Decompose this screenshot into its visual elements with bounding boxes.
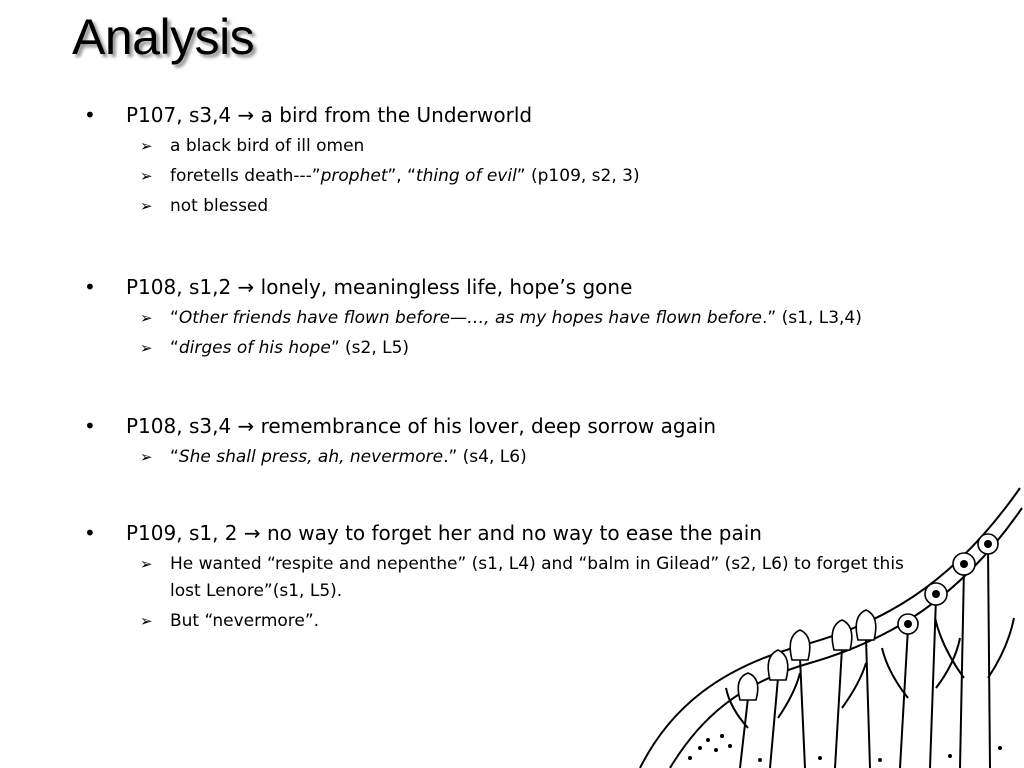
sub-item-text: foretells death---”prophet”, “thing of evil” (p109, s2, 3) <box>170 166 640 186</box>
section-3 <box>0 411 1024 471</box>
tulip-icon <box>768 650 788 680</box>
arrow-bullet-icon: ➢ <box>140 339 153 357</box>
arrow-bullet-icon: ➢ <box>140 197 153 215</box>
sub-item-text: He wanted “respite and nepenthe” (s1, L4) and “balm in Gilead” (s2, L6) to forget this lost Lenore”(s1, L5). <box>170 554 904 601</box>
sub-item <box>0 335 930 362</box>
bullet-heading <box>0 100 1024 130</box>
arrow-bullet-icon: ➢ <box>140 137 153 155</box>
sub-item <box>0 305 930 332</box>
sub-item <box>0 163 930 190</box>
arrow-bullet-icon: ➢ <box>140 555 153 573</box>
page-title: Analysis <box>72 9 255 65</box>
tulip-icon <box>832 620 852 650</box>
arrow-bullet-icon: ➢ <box>140 612 153 630</box>
section-1 <box>0 100 1024 220</box>
sub-item-text: a black bird of ill omen <box>170 136 365 156</box>
sub-item-text: not blessed <box>170 196 269 216</box>
sub-item <box>0 444 930 471</box>
section-2 <box>0 272 1024 362</box>
flower-garden-illustration <box>630 478 1024 768</box>
bullet-heading <box>0 272 1024 302</box>
arrow-bullet-icon: ➢ <box>140 448 153 466</box>
tulip-icon <box>790 630 810 660</box>
bullet-dot: • <box>84 414 96 438</box>
sub-item-text: “She shall press, ah, nevermore.” (s4, L6) <box>170 447 527 467</box>
heading-text: P108, s3,4 → remembrance of his lover, deep sorrow again <box>126 414 717 438</box>
arrow-bullet-icon: ➢ <box>140 309 153 327</box>
bullet-dot: • <box>84 275 96 299</box>
heading-text: P107, s3,4 → a bird from the Underworld <box>126 103 533 127</box>
bullet-dot: • <box>84 521 96 545</box>
tulip-icon <box>738 673 758 700</box>
arrow-bullet-icon: ➢ <box>140 167 153 185</box>
sub-item <box>0 193 930 220</box>
bullet-heading <box>0 411 1024 441</box>
heading-text: P109, s1, 2 → no way to forget her and no way to ease the pain <box>126 521 762 545</box>
sub-item-text: But “nevermore”. <box>170 611 320 631</box>
sub-item <box>0 133 930 160</box>
sub-item-text: “dirges of his hope” (s2, L5) <box>170 338 410 358</box>
bullet-dot: • <box>84 103 96 127</box>
tulip-icon <box>856 610 876 640</box>
sub-item-text: “Other friends have flown before—…, as my hopes have flown before.” (s1, L3,4) <box>170 308 862 328</box>
heading-text: P108, s1,2 → lonely, meaningless life, hope’s gone <box>126 275 633 299</box>
